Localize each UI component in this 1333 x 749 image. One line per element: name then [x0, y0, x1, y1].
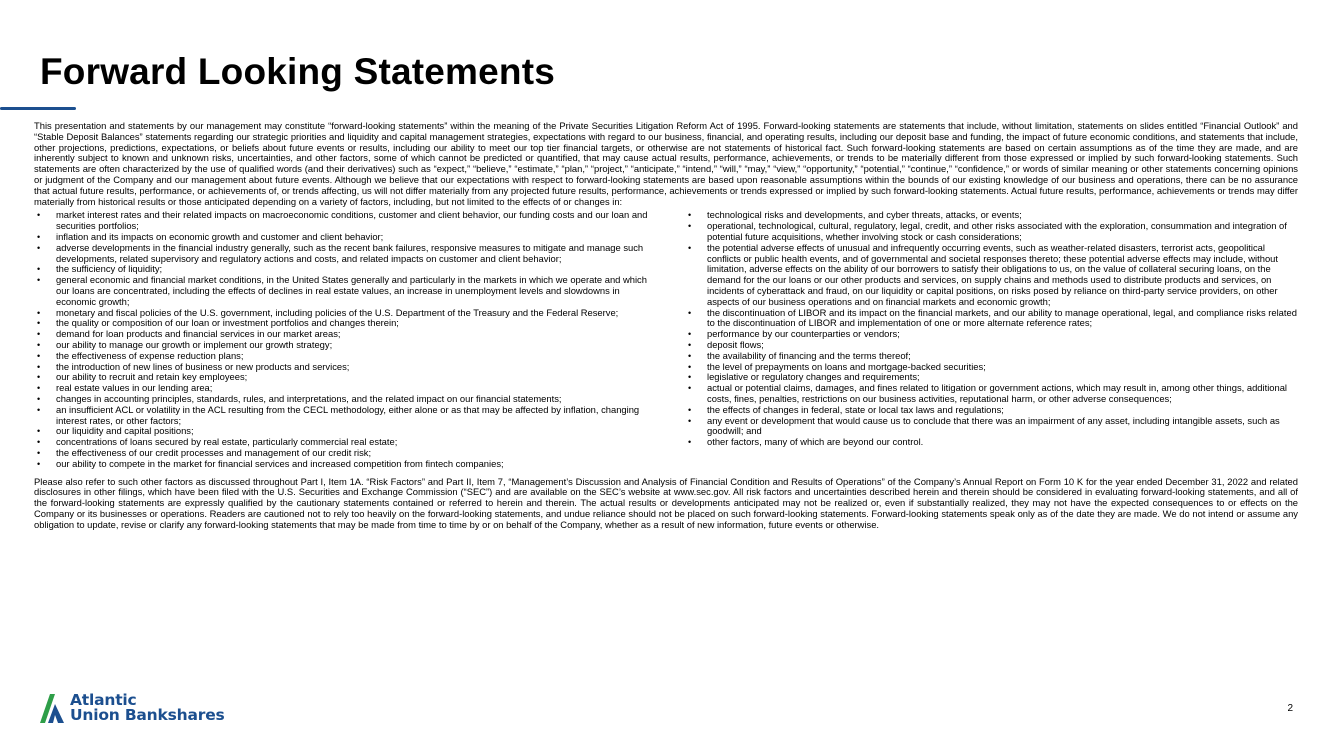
bullet-glyph: •: [688, 307, 692, 318]
bullet-text: the level of prepayments on loans and mortgage-backed securities;: [707, 360, 986, 372]
intro-paragraph: This presentation and statements by our management may constitute “forward-looking statements” within the meaning of the Private Securities Litigation Reform Act of 1995. Forward-looking statements are statements that include, without limitation, statements on slides entitled “Financial Outlook” and “Stable Deposit Balances” statements regarding our strategic priorities and liquidity and capital management strategies, expectations with regard to our business, financial, and operating results, including our deposit base and funding, the impact of future economic conditions, and statements that include, other projections, predictions, expectations, or beliefs about future events or results, including our ability to meet our top tier financial targets, or otherwise are not statements of historical fact. Such forward-looking statements are based on certain assumptions as of the time they are made, and are inherently subject to known and unknown risks, uncertainties, and other factors, some of which cannot be predicted or quantified, that may cause actual results, performance, achievements, or trends to be materially different from those expressed or implied by such forward-looking statements. Such statements are often characterized by the use of qualified words (and their derivatives) such as “expect,” “believe,” “estimate,” “plan,” “project,” “anticipate,” “intend,” “will,” “may,” “view,” “opportunity,” “potential,” “continue,” “confidence,” or words of similar meaning or other statements concerning opinions or judgment of the Company and our management about future events. Although we believe that our expectations with respect to forward-looking statements are based upon reasonable assumptions within the bounds of our existing knowledge of our business and operations, there can be no assurance that actual future results, performance, or achievements of, or trends affecting, us will not differ materially from any projected future results, performance, achievements or trends expressed or implied by such forward-looking statements. Actual future results, performance, achievements or trends may differ materially from historical results or those anticipated depending on a variety of factors, including, but not limited to the effects of or changes in:: [34, 120, 1298, 207]
bullet-item: [685, 308, 1298, 330]
bullet-glyph: •: [37, 383, 41, 394]
left-column: [34, 210, 685, 469]
bullet-item: [685, 416, 1298, 438]
bullet-glyph: •: [37, 426, 41, 437]
closing-paragraph: Please also refer to such other factors as discussed throughout Part I, Item 1A. “Risk Factors” and Part II, Item 7, “Management’s Discussion and Analysis of Financial Condition and Results of Operations” of the Company’s Annual Report on Form 10 K for the year ended December 31, 2022 and related disclosures in other filings, which have been filed with the U.S. Securities and Exchange Commission (“SEC”) and are available on the SEC’s website at www.sec.gov. All risk factors and uncertainties described herein and therein should be considered in evaluating forward-looking statements, and all of the forward-looking statements are expressly qualified by the cautionary statements contained or referred to herein and therein. The actual results or developments anticipated may not be realized or, even if substantially realized, they may not have the expected consequences to or effects on the Company or its businesses or operations. Readers are cautioned not to rely too heavily on the forward-looking statements, and undue reliance should not be placed on such forward-looking statements. Forward-looking statements speak only as of the date they are made. We do not intend or assume any obligation to update, revise or clarify any forward-looking statements that may be made from time to time by or on behalf of the Company, whether as a result of new information, future events or otherwise.: [34, 475, 1298, 530]
bullet-glyph: •: [37, 210, 41, 221]
bullet-text: our ability to recruit and retain key employees;: [56, 371, 248, 383]
bullet-text: technological risks and developments, and cyber threats, attacks, or events;: [707, 209, 1022, 221]
bullet-glyph: •: [37, 350, 41, 361]
bullet-text: the effects of changes in federal, state or local tax laws and regulations;: [707, 403, 1004, 415]
bullet-item: [685, 243, 1298, 308]
company-logo: [38, 692, 225, 724]
risk-factor-columns: [34, 210, 1298, 469]
bullet-text: the sufficiency of liquidity;: [56, 263, 163, 275]
bullet-text: adverse developments in the financial industry generally, such as the recent bank failures, responsive measures to mitigate and manage such developments, related supervisory and regulatory actions and costs, and related impacts on customer and client behavior;: [56, 241, 644, 264]
bullet-glyph: •: [688, 221, 692, 232]
logo-line-2: Union Bankshares: [70, 706, 225, 724]
atlantic-union-a-icon: [38, 692, 66, 724]
bullet-text: legislative or regulatory changes and requirements;: [707, 371, 920, 383]
bullet-glyph: •: [37, 264, 41, 275]
bullet-item: [34, 275, 655, 307]
bullet-text: inflation and its impacts on economic growth and customer and client behavior;: [56, 230, 384, 242]
bullet-glyph: •: [37, 242, 41, 253]
bullet-item: [685, 437, 1298, 448]
bullet-text: any event or development that would cause us to conclude that there was an impairment of any asset, including intangible assets, such as goodwill; and: [707, 414, 1280, 437]
bullet-text: the discontinuation of LIBOR and its impact on the financial markets, and our ability to manage operational, legal, and compliance risks related to the discontinuation of LIBOR and implementation of one or more alternate reference rates;: [707, 306, 1297, 329]
bullet-text: deposit flows;: [707, 338, 764, 350]
bullet-text: concentrations of loans secured by real estate, particularly commercial real estate;: [56, 436, 398, 448]
bullet-glyph: •: [688, 350, 692, 361]
right-column: [685, 210, 1298, 469]
bullet-text: general economic and financial market conditions, in the United States generally and particularly in the markets in which we operate and which our loans are concentrated, including the effects of declines in real estate values, an increase in unemployment levels and slowdowns in economic growth;: [56, 274, 647, 307]
bullet-glyph: •: [37, 275, 41, 286]
logo-line-1: Atlantic: [70, 691, 137, 709]
bullet-text: our liquidity and capital positions;: [56, 425, 194, 437]
bullet-glyph: •: [688, 361, 692, 372]
bullet-text: the availability of financing and the terms thereof;: [707, 349, 911, 361]
bullet-item: [34, 459, 655, 470]
bullet-text: the introduction of new lines of business or new products and services;: [56, 360, 350, 372]
title-underline: [0, 107, 76, 110]
bullet-text: real estate values in our lending area;: [56, 382, 213, 394]
bullet-glyph: •: [688, 339, 692, 350]
bullet-text: the potential adverse effects of unusual and infrequently occurring events, such as weather-related disasters, terrorist acts, geopolitical conflicts or public health events, and of governmental and societal responses thereto; these potential adverse effects may include, without limitation, adverse effects on the ability of our borrowers to satisfy their obligations to us, on the value of collateral securing loans, on the demand for the our loans or our other products and services, on supply chains and methods used to distribute products and services, on incidents of cyberattack and fraud, on our liquidity or capital positions, on risks posed by reliance on third-party service providers, on other aspects of our business operations and on financial markets and economic growth;: [707, 241, 1278, 307]
bullet-item: [685, 383, 1298, 405]
left-bullet-list: [34, 210, 655, 469]
bullet-text: our ability to compete in the market for financial services and increased competition from fintech companies;: [56, 457, 504, 469]
bullet-text: the effectiveness of expense reduction plans;: [56, 349, 244, 361]
bullet-text: monetary and fiscal policies of the U.S. government, including policies of the U.S. Department of the Treasury and the Federal Reserve;: [56, 306, 619, 318]
bullet-glyph: •: [37, 458, 41, 469]
bullet-glyph: •: [688, 404, 692, 415]
bullet-item: [685, 221, 1298, 243]
bullet-item: [34, 210, 655, 232]
bullet-glyph: •: [37, 447, 41, 458]
bullet-glyph: •: [688, 437, 692, 448]
bullet-glyph: •: [37, 361, 41, 372]
bullet-text: the effectiveness of our credit processes and management of our credit risk;: [56, 446, 372, 458]
bullet-glyph: •: [37, 404, 41, 415]
logo-wordmark: [70, 693, 225, 723]
bullet-glyph: •: [688, 415, 692, 426]
bullet-text: the quality or composition of our loan or investment portfolios and changes therein;: [56, 317, 399, 329]
disclaimer-content: [34, 121, 1298, 530]
bullet-glyph: •: [37, 307, 41, 318]
bullet-glyph: •: [688, 383, 692, 394]
bullet-glyph: •: [37, 329, 41, 340]
bullet-text: demand for loan products and financial services in our market areas;: [56, 328, 341, 340]
bullet-glyph: •: [37, 339, 41, 350]
bullet-item: [685, 329, 1298, 340]
page-number: 2: [1287, 703, 1293, 714]
bullet-glyph: •: [688, 242, 692, 253]
bullet-glyph: •: [37, 437, 41, 448]
bullet-glyph: •: [37, 393, 41, 404]
bullet-item: [34, 405, 655, 427]
bullet-item: [34, 243, 655, 265]
bullet-text: other factors, many of which are beyond our control.: [707, 436, 924, 448]
bullet-glyph: •: [688, 329, 692, 340]
bullet-glyph: •: [37, 231, 41, 242]
bullet-text: market interest rates and their related impacts on macroeconomic conditions, customer and client behavior, our funding costs and our loan and securities portfolios;: [56, 209, 648, 232]
page-title: Forward Looking Statements: [40, 51, 556, 92]
bullet-text: actual or potential claims, damages, and fines related to litigation or government actions, which may result in, among other things, additional costs, fines, penalties, restrictions on our business activities, reputational harm, or other adverse consequences;: [707, 382, 1288, 404]
bullet-text: changes in accounting principles, standards, rules, and interpretations, and the related impact on our financial statements;: [56, 392, 562, 404]
right-bullet-list: [685, 210, 1298, 448]
bullet-glyph: •: [37, 372, 41, 383]
bullet-glyph: •: [688, 210, 692, 221]
bullet-text: performance by our counterparties or vendors;: [707, 328, 900, 340]
bullet-text: our ability to manage our growth or implement our growth strategy;: [56, 338, 333, 350]
bullet-text: operational, technological, cultural, regulatory, legal, credit, and other risks associated with the exploration, consummation and integration of potential future acquisitions, whether involving stock or cash considerations;: [707, 220, 1287, 242]
bullet-glyph: •: [37, 318, 41, 329]
bullet-text: an insufficient ACL or volatility in the ACL resulting from the CECL methodology, either alone or as that may be affected by inflation, changing interest rates, or other factors;: [56, 403, 640, 426]
bullet-glyph: •: [688, 372, 692, 383]
